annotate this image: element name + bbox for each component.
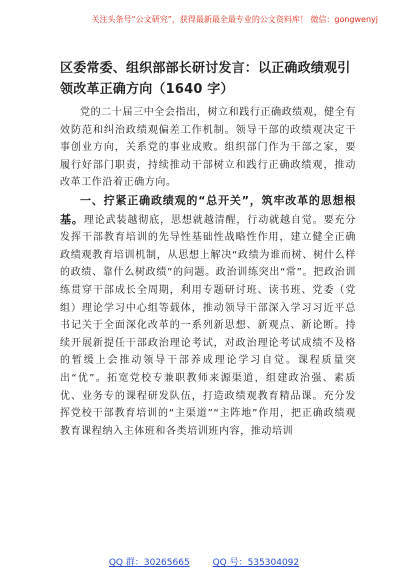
footer-contact [0, 555, 408, 568]
paragraph-section-1 [60, 192, 356, 440]
section-1-text: 理论武装越彻底，思想就越清醒，行动就越自觉。要充分发挥干部教育培训的先导性基础性战略性作用，建立健全正确政绩观教育培训机制，从思想上解决“政绩为谁而树、树什么样的政绩、靠什么树政绩”的问题。政治训练突出“常”。把政治训练贯穿干部成长全周期，利用专题研讨班、读书班、党委（党组）理论学习中心组等载体，推动领导干部深入学习习近平总书记关于全面深化改革的一系列新思想、新观点、新论断。持续开展新提任干部政治理论考试，对政治理论考试成绩不及格的暂缓上会推动领导干部养成理论学习自觉。课程质量突出“优”。拓宽党校专兼职教师来源渠道，组建政治强、素质优、业务专的课程研发队伍，打造政绩观教育精品课。充分发挥党校干部教育培训的“主渠道”“主阵地”作用，把正确政绩观教育课程纳入主体班和各类培训班内容，推动培训 [60, 214, 357, 437]
paragraph-intro [60, 104, 356, 192]
document-body [60, 58, 356, 440]
document-title: 区委常委、组织部部长研讨发言：以正确政绩观引领改革正确方向（1640 字） [60, 61, 351, 97]
header-watermark-note: 关注头条号“公文研究”，获得最新最全最专业的公文资料库！ 微信：gongwenyj [91, 15, 378, 24]
paragraph-intro-text: 党的二十届三中全会指出，树立和践行正确政绩观，健全有效防范和纠治政绩观偏差工作机制。领导干部的政绩观决定干事创业方向，关系党的事业成败。组织部门作为干部之家，要履行好部门职责，持续推动干部树立和践行正确政绩观，推动改革工作沿着正确方向。 [60, 107, 356, 189]
section-1-heading: 一、拧紧正确政绩观的“总开关”，筑牢改革的思想根基。 [60, 193, 356, 226]
footer-qq-number[interactable]: QQ 号：535304092 [212, 558, 300, 568]
footer-qq-group[interactable]: QQ 群：30265665 [108, 558, 190, 568]
